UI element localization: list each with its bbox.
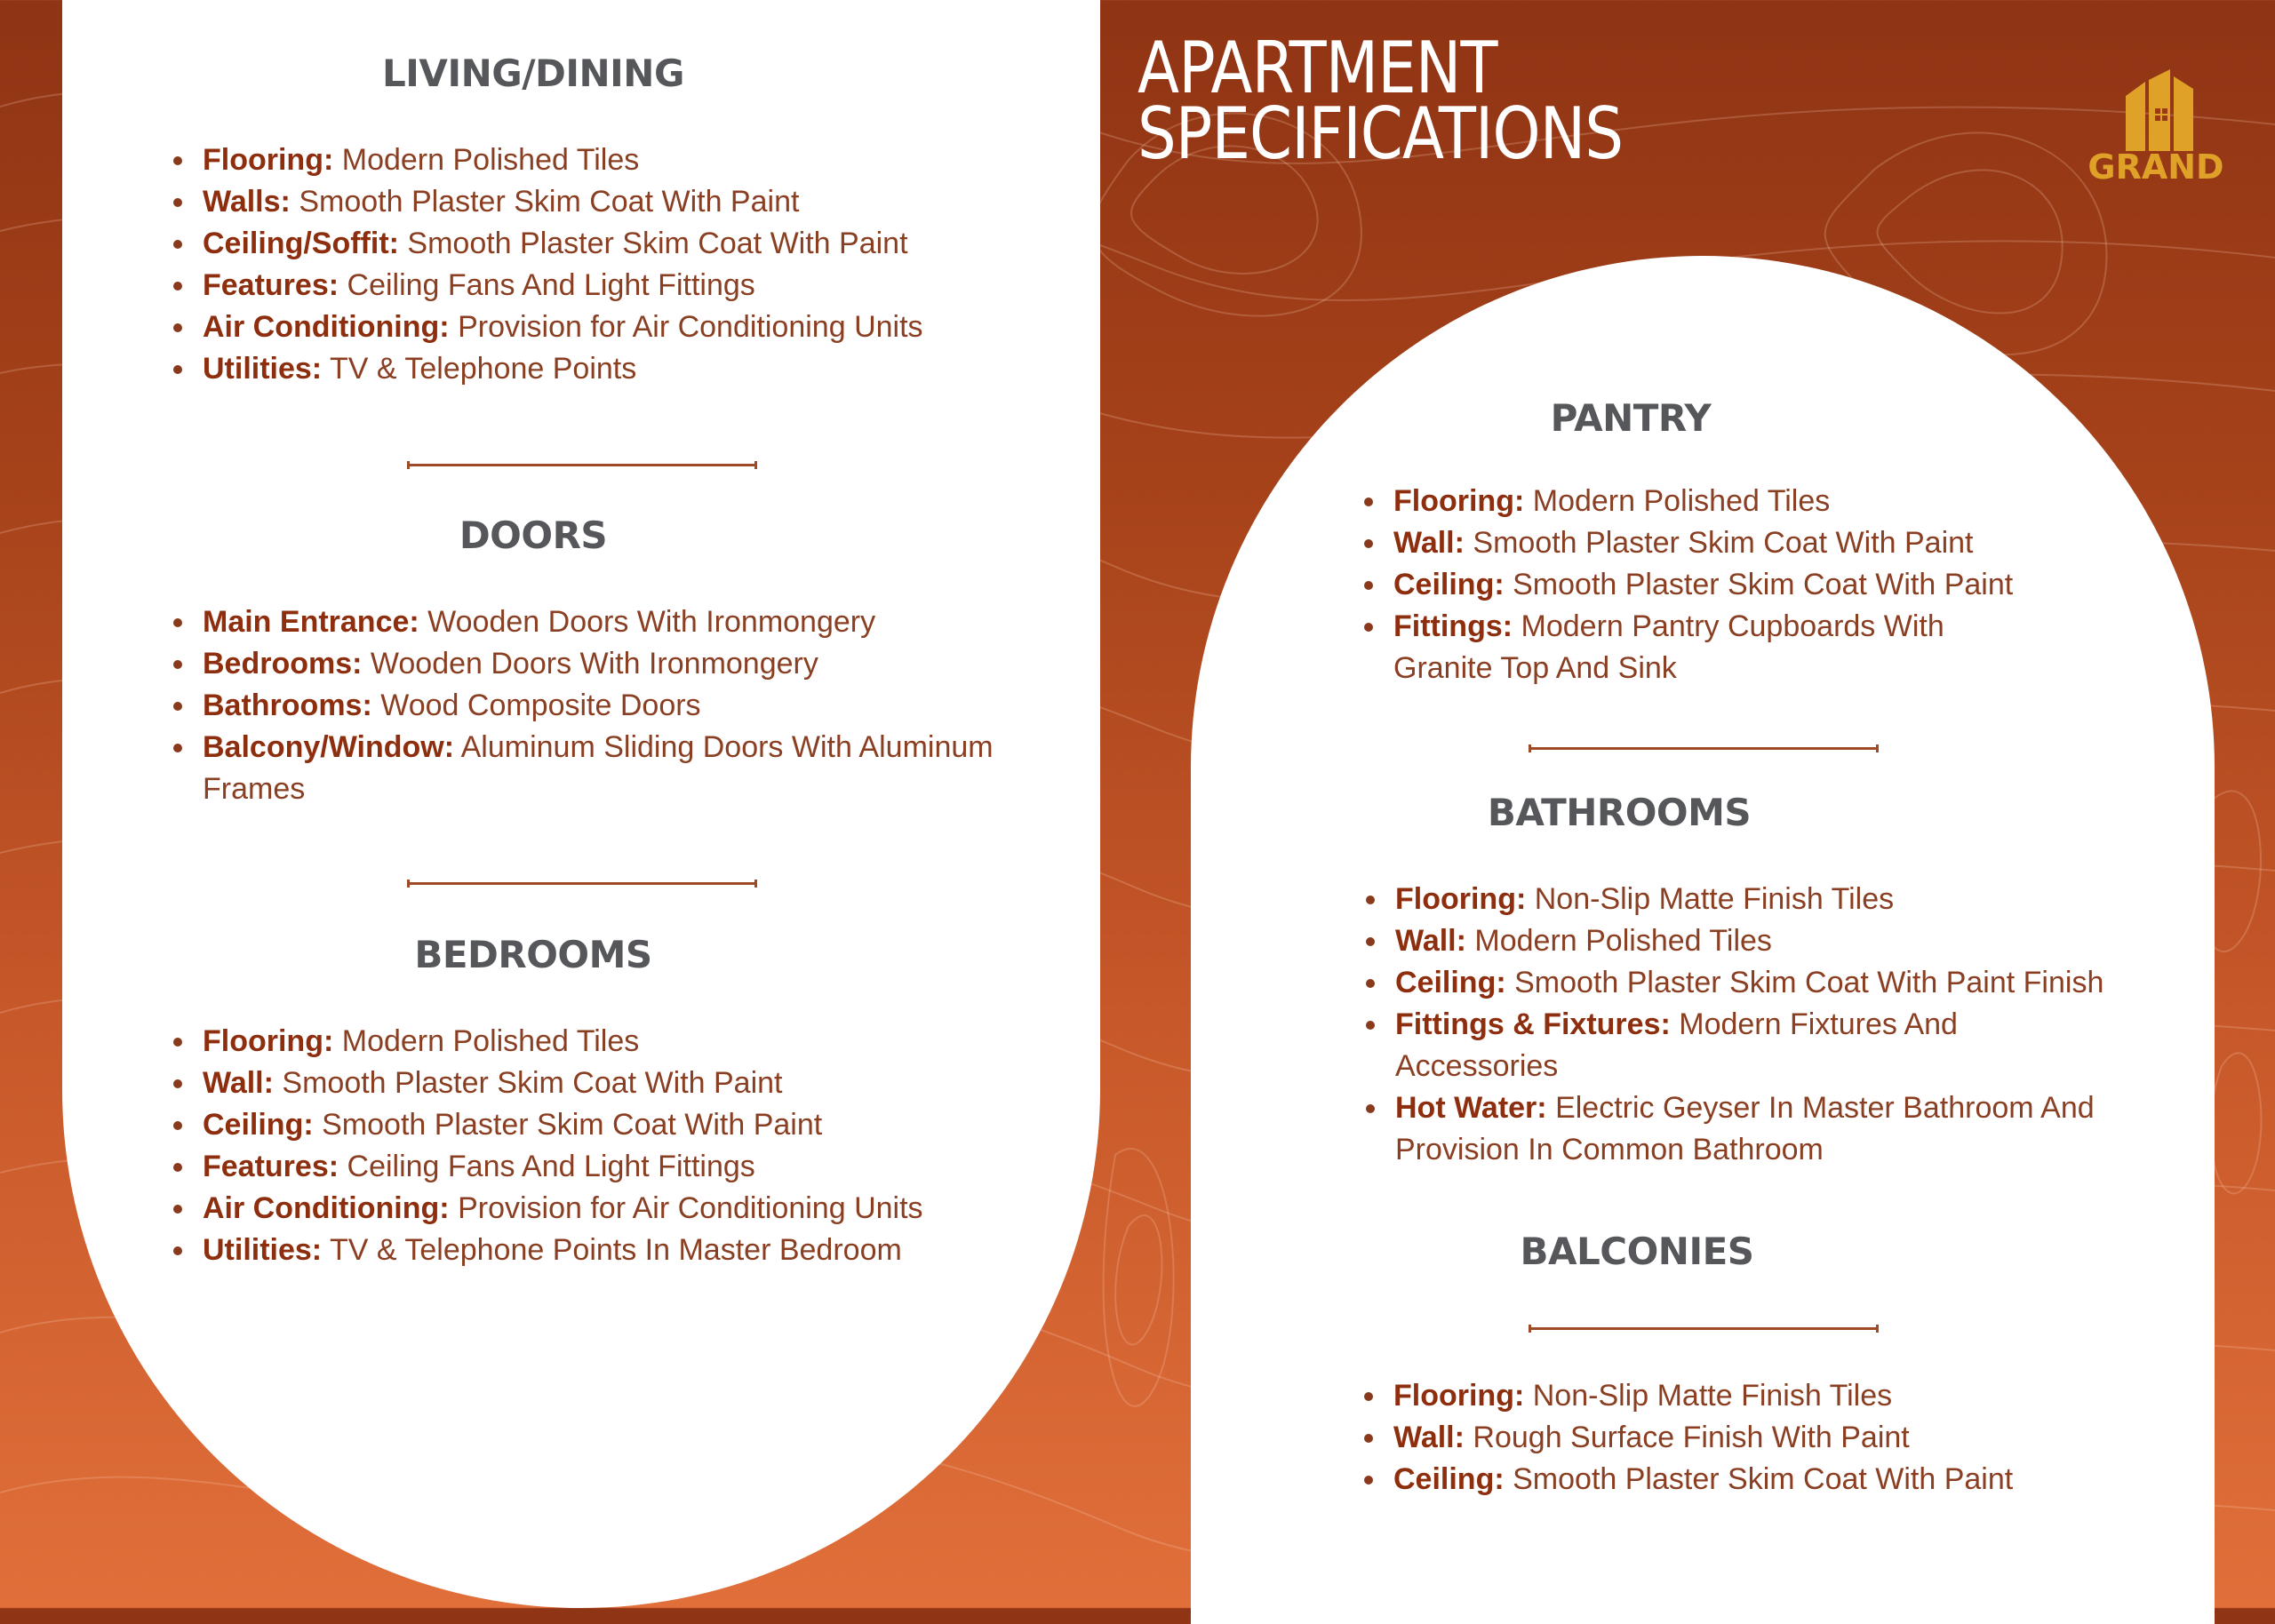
spec-label: Walls:	[203, 185, 291, 219]
spec-label: Air Conditioning:	[203, 1191, 450, 1225]
section-bathrooms	[1361, 791, 2108, 1171]
spec-label: Air Conditioning:	[203, 310, 450, 344]
spec-item	[203, 643, 1038, 685]
spec-item	[203, 601, 1038, 643]
spec-label: Utilities:	[203, 1233, 323, 1267]
spec-label: Wall:	[1395, 924, 1466, 958]
spec-item	[203, 727, 1038, 810]
spec-item	[203, 1063, 986, 1104]
spec-label: Flooring:	[1393, 1379, 1525, 1413]
spec-label: Fittings & Fixtures:	[1395, 1007, 1671, 1041]
spec-value: Modern Polished Tiles	[341, 143, 640, 177]
spec-label: Hot Water:	[1395, 1091, 1547, 1125]
spec-value: Modern Fixtures And Accessories	[1395, 1007, 1958, 1083]
spec-item	[1393, 606, 2051, 689]
spec-value: Smooth Plaster Skim Coat With Paint	[407, 227, 908, 260]
spec-label: Flooring:	[1393, 484, 1525, 518]
spec-value: Wood Composite Doors	[380, 689, 701, 722]
section-divider	[407, 882, 757, 885]
section-divider	[407, 464, 757, 466]
section-pantry	[1360, 396, 2053, 689]
spec-value: Rough Surface Finish With Paint	[1473, 1421, 1910, 1454]
spec-item	[203, 265, 986, 306]
spec-list	[169, 1021, 986, 1271]
spec-value: Smooth Plaster Skim Coat With Paint	[1473, 526, 1974, 560]
section-doors	[169, 513, 994, 810]
spec-label: Ceiling:	[1395, 966, 1506, 999]
spec-value: Ceiling Fans And Light Fittings	[347, 1150, 755, 1183]
spec-item	[1395, 1004, 2124, 1087]
spec-item	[203, 1104, 986, 1146]
spec-item	[203, 223, 986, 265]
spec-label: Flooring:	[203, 143, 334, 177]
section-title: LIVING/DINING	[382, 52, 684, 95]
spec-value: Smooth Plaster Skim Coat With Paint	[1513, 1462, 2014, 1496]
spec-value: Wooden Doors With Ironmongery	[427, 605, 876, 639]
spec-item	[1393, 481, 2051, 522]
spec-item	[203, 1230, 986, 1271]
spec-item	[203, 306, 986, 348]
spec-item	[203, 1188, 986, 1230]
spec-value: Smooth Plaster Skim Coat With Paint	[322, 1108, 823, 1142]
title-line-2: SPECIFICATIONS	[1138, 92, 1624, 175]
section-title: PANTRY	[1550, 396, 1712, 440]
spec-item	[203, 1021, 986, 1063]
spec-value: Smooth Plaster Skim Coat With Paint	[282, 1066, 783, 1100]
spec-item	[203, 1146, 986, 1188]
spec-item	[1395, 879, 2124, 920]
spec-list	[1360, 481, 2051, 689]
spec-label: Bathrooms:	[203, 689, 372, 722]
spec-item	[203, 139, 986, 181]
section-divider	[1529, 747, 1879, 750]
spec-item	[1393, 1375, 2069, 1417]
section-title: BALCONIES	[1520, 1230, 1754, 1273]
spec-item	[203, 348, 986, 390]
spec-label: Utilities:	[203, 352, 323, 386]
spec-value: Provision for Air Conditioning Units	[458, 1191, 923, 1225]
spec-item	[1393, 564, 2051, 606]
spec-value: Ceiling Fans And Light Fittings	[347, 268, 755, 302]
spec-value: Smooth Plaster Skim Coat With Paint Finish	[1514, 966, 2104, 999]
spec-value: Modern Polished Tiles	[1474, 924, 1772, 958]
spec-value: Provision for Air Conditioning Units	[458, 310, 923, 344]
spec-item	[1395, 920, 2124, 962]
spec-value: TV & Telephone Points In Master Bedroom	[329, 1233, 902, 1267]
spec-list	[1361, 879, 2124, 1171]
section-bedrooms	[169, 933, 986, 1271]
spec-list	[169, 601, 1038, 810]
logo-wordmark: GRAND	[2087, 147, 2224, 187]
section-balconies	[1360, 1230, 2053, 1273]
spec-label: Wall:	[1393, 1421, 1465, 1454]
spec-item	[1393, 1459, 2069, 1501]
spec-value: Modern Polished Tiles	[1532, 484, 1831, 518]
section-title: DOORS	[459, 513, 608, 557]
section-divider	[1529, 1327, 1879, 1330]
spec-label: Bedrooms:	[203, 647, 363, 681]
spec-label: Ceiling/Soffit:	[203, 227, 399, 260]
section-title: BATHROOMS	[1487, 791, 1752, 834]
page-title	[1138, 27, 1624, 175]
spec-label: Wall:	[203, 1066, 274, 1100]
spec-list	[1360, 1375, 2069, 1501]
spec-label: Features:	[203, 1150, 339, 1183]
spec-value: TV & Telephone Points	[329, 352, 637, 386]
section-balconies-list	[1360, 1375, 2053, 1501]
spec-label: Ceiling:	[203, 1108, 314, 1142]
section-living-dining	[169, 52, 986, 390]
spec-item	[1393, 1417, 2069, 1459]
spec-value: Electric Geyser In Master Bathroom And Provision In Common Bathroom	[1395, 1091, 2095, 1166]
spec-label: Main Entrance:	[203, 605, 419, 639]
spec-label: Wall:	[1393, 526, 1465, 560]
spec-label: Balcony/Window:	[203, 730, 455, 764]
spec-value: Wooden Doors With Ironmongery	[370, 647, 818, 681]
spec-item	[1395, 1087, 2124, 1171]
spec-value: Smooth Plaster Skim Coat With Paint	[1513, 568, 2014, 601]
spec-value: Non-Slip Matte Finish Tiles	[1532, 1379, 1893, 1413]
spec-label: Fittings:	[1393, 609, 1513, 643]
spec-label: Features:	[203, 268, 339, 302]
spec-value: Modern Pantry Cupboards With Granite Top And Sink	[1393, 609, 1944, 685]
title-line-1: APARTMENT	[1138, 27, 1497, 109]
spec-value: Modern Polished Tiles	[341, 1024, 640, 1058]
spec-value: Smooth Plaster Skim Coat With Paint	[299, 185, 800, 219]
spec-label: Ceiling:	[1393, 568, 1505, 601]
section-title: BEDROOMS	[414, 933, 652, 976]
spec-label: Ceiling:	[1393, 1462, 1505, 1496]
spec-item	[1395, 962, 2124, 1004]
spec-label: Flooring:	[203, 1024, 334, 1058]
spec-item	[203, 181, 986, 223]
spec-item	[1393, 522, 2051, 564]
spec-label: Flooring:	[1395, 882, 1527, 916]
spec-list	[169, 139, 986, 390]
spec-value: Non-Slip Matte Finish Tiles	[1534, 882, 1895, 916]
spec-value: Aluminum Sliding Doors With Aluminum Frames	[203, 730, 994, 806]
spec-item	[203, 685, 1038, 727]
